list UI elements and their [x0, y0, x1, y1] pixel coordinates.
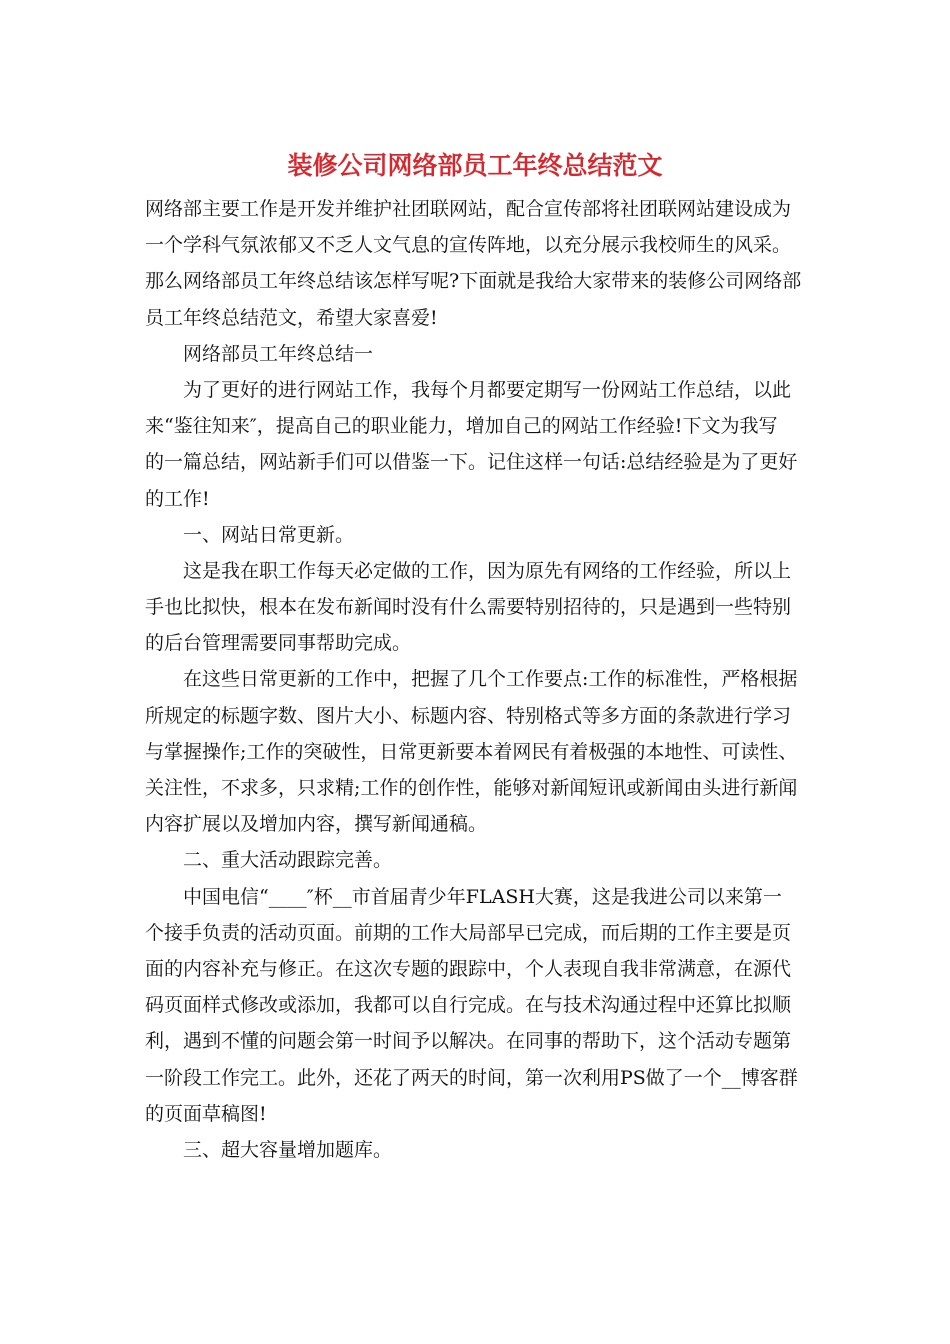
text-line: 所规定的标题字数、图片大小、标题内容、特别格式等多方面的条款进行学习	[145, 704, 792, 727]
text-line: 在这些日常更新的工作中，把握了几个工作要点:工作的标准性，严格根据	[183, 668, 798, 691]
text-line: 员工年终总结范文，希望大家喜爱!	[145, 306, 438, 329]
text-line: 一、网站日常更新。	[183, 523, 355, 546]
text-line: 的一篇总结，网站新手们可以借鉴一下。记住这样一句话:总结经验是为了更好	[145, 451, 798, 474]
text-line: 三、超大容量增加题库。	[183, 1138, 393, 1161]
text-line: 的页面草稿图!	[145, 1102, 267, 1125]
text-line: 面的内容补充与修正。在这次专题的跟踪中，个人表现自我非常满意，在源代	[145, 957, 792, 980]
document-body	[145, 191, 805, 1168]
text-line: 与掌握操作;工作的突破性，日常更新要本着网民有着极强的本地性、可读性、	[145, 740, 798, 763]
text-line: 那么网络部员工年终总结该怎样写呢?下面就是我给大家带来的装修公司网络部	[145, 270, 802, 293]
text-line: 关注性，不求多，只求精;工作的创作性，能够对新闻短讯或新闻由头进行新闻	[145, 777, 798, 799]
text-line: 一阶段工作完工。此外，还花了两天的时间，第一次利用PS做了一个__博客群	[145, 1066, 798, 1089]
text-line: 利，遇到不懂的问题会第一时间予以解决。在同事的帮助下，这个活动专题第	[145, 1030, 792, 1053]
text-line: 码页面样式修改或添加，我都可以自行完成。在与技术沟通过程中还算比拟顺	[145, 994, 792, 1017]
text-line: 内容扩展以及增加内容，撰写新闻通稿。	[145, 813, 488, 836]
text-line: 这是我在职工作每天必定做的工作，因为原先有网络的工作经验，所以上	[183, 559, 792, 582]
document-title: 装修公司网络部员工年终总结范文	[287, 151, 663, 180]
text-line: 为了更好的进行网站工作，我每个月都要定期写一份网站工作总结，以此	[183, 378, 792, 401]
text-line: 中国电信“____″杯__市首届青少年FLASH大赛，这是我进公司以来第一	[183, 885, 782, 908]
text-line: 个接手负责的活动页面。前期的工作大局部早已完成，而后期的工作主要是页	[145, 921, 792, 944]
text-line: 网络部主要工作是开发并维护社团联网站，配合宣传部将社团联网站建设成为	[145, 198, 792, 220]
text-line: 网络部员工年终总结一	[183, 342, 374, 365]
text-line: 的后台管理需要同事帮助完成。	[145, 632, 412, 655]
text-line: 来“鉴往知来″，提高自己的职业能力，增加自己的网站工作经验!下文为我写	[145, 415, 778, 438]
text-line: 一个学科气氛浓郁又不乏人文气息的宣传阵地，以充分展示我校师生的风采。	[145, 234, 792, 257]
text-line: 手也比拟快，根本在发布新闻时没有什么需要特别招待的，只是遇到一些特别	[145, 596, 792, 619]
text-line: 二、重大活动跟踪完善。	[183, 849, 393, 872]
text-line: 的工作!	[145, 487, 210, 510]
